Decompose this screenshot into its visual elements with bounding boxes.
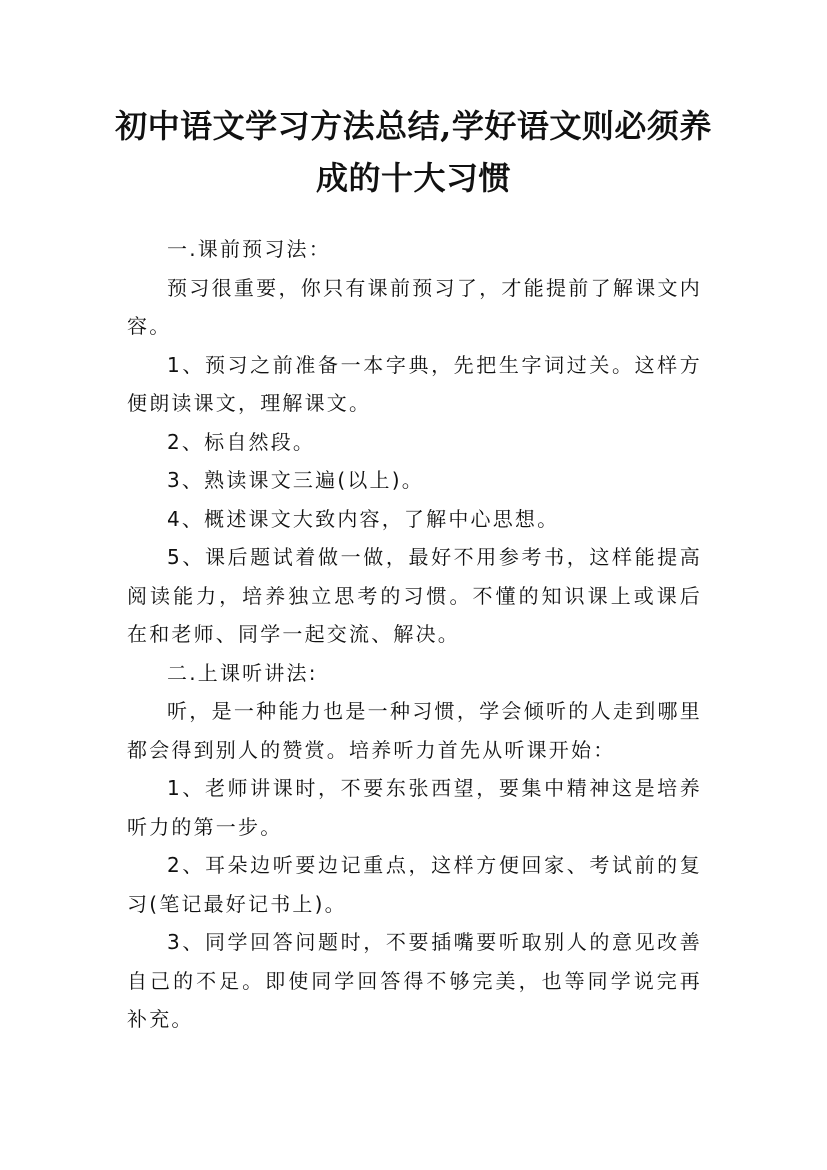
list-item: 1、预习之前准备一本字典，先把生字词过关。这样方便朗读课文，理解课文。: [127, 352, 702, 415]
list-item: 1、老师讲课时，不要东张西望，要集中精神这是培养听力的第一步。: [127, 776, 702, 839]
paragraph: 预习很重要，你只有课前预习了，才能提前了解课文内容。: [127, 275, 702, 338]
document-body: [127, 230, 702, 1039]
list-item: 3、熟读课文三遍(以上)。: [167, 468, 424, 492]
list-item: 5、课后题试着做一做，最好不用参考书，这样能提高阅读能力，培养独立思考的习惯。不懂的知识课上或课后在和老师、同学一起交流、解决。: [127, 545, 702, 646]
document-title: 初中语文学习方法总结,学好语文则必须养成的十大习惯: [115, 107, 712, 197]
section-heading-listening: 二.上课听讲法:: [167, 660, 318, 685]
list-item: 3、同学回答问题时，不要插嘴要听取别人的意见改善自己的不足。即使同学回答得不够完美，也等同学说完再补充。: [127, 930, 702, 1031]
list-item: 2、耳朵边听要边记重点，这样方便回家、考试前的复习(笔记最好记书上)。: [127, 853, 702, 916]
paragraph: 听，是一种能力也是一种习惯，学会倾听的人走到哪里都会得到别人的赞赏。培养听力首先从听课开始：: [127, 699, 702, 762]
list-item: 4、概述课文大致内容，了解中心思想。: [167, 506, 560, 531]
section-heading-preview: 一.课前预习法：: [167, 237, 331, 261]
list-item: 2、标自然段。: [167, 429, 316, 454]
